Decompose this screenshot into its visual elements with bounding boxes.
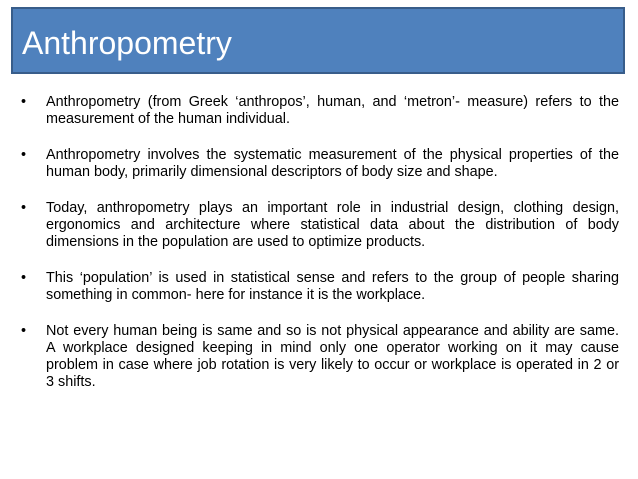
bullet-dot-icon: • <box>21 94 27 110</box>
bullet-text: Today, anthropometry plays an important role in industrial design, clothing design, ergonomics and architecture where statistical data about the distribution of body dimensions in the population are used to optimize products. <box>46 200 619 250</box>
bullet-dot-icon: • <box>21 270 27 286</box>
bullet-list <box>21 94 619 410</box>
bullet-item <box>21 323 619 391</box>
slide-title: Anthropometry <box>22 25 232 61</box>
bullet-text: Anthropometry (from Greek ‘anthropos’, human, and ‘metron’- measure) refers to the measurement of the human individual. <box>46 94 619 127</box>
bullet-text: Anthropometry involves the systematic measurement of the physical properties of the human body, primarily dimensional descriptors of body size and shape. <box>46 147 619 180</box>
slide-title-bar <box>11 7 625 74</box>
bullet-item <box>21 200 619 251</box>
bullet-dot-icon: • <box>21 323 27 339</box>
bullet-item <box>21 94 619 128</box>
bullet-text: Not every human being is same and so is not physical appearance and ability are same. A workplace designed keeping in mind only one operator working on it may cause problem in case where job rotation is very likely to occur or workplace is operated in 2 or 3 shifts. <box>46 323 619 390</box>
bullet-dot-icon: • <box>21 147 27 163</box>
bullet-item <box>21 270 619 304</box>
bullet-item <box>21 147 619 181</box>
bullet-dot-icon: • <box>21 200 27 216</box>
bullet-text: This ‘population’ is used in statistical sense and refers to the group of people sharing something in common- here for instance it is the workplace. <box>46 270 619 303</box>
